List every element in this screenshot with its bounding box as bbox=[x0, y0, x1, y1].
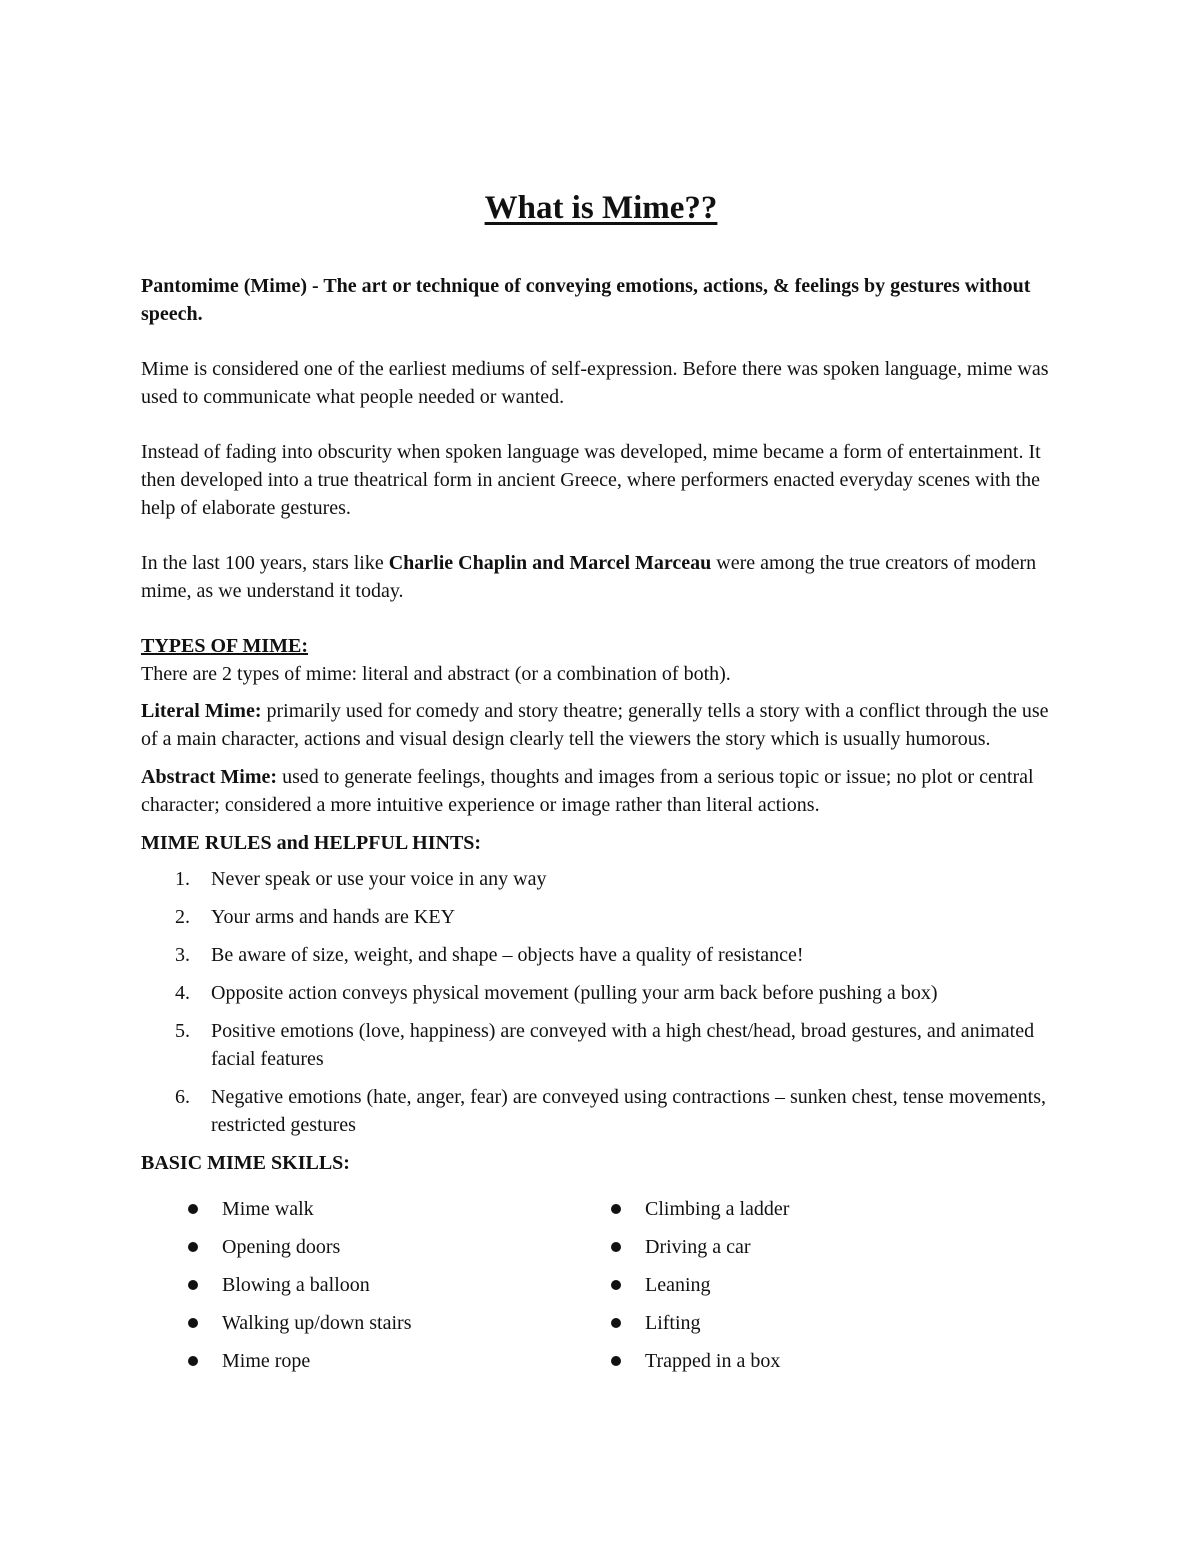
types-intro: There are 2 types of mime: literal and abstract (or a combination of both). bbox=[141, 663, 731, 685]
stars-text-before: In the last 100 years, stars like bbox=[141, 552, 389, 574]
bullet-icon bbox=[188, 1242, 198, 1252]
list-item bbox=[141, 903, 1061, 931]
list-item bbox=[141, 1083, 1061, 1139]
rule-number: 1. bbox=[175, 868, 190, 890]
rules-list bbox=[141, 865, 1061, 1139]
rule-number: 3. bbox=[175, 944, 190, 966]
rule-text: Your arms and hands are KEY bbox=[211, 906, 456, 928]
skill-label: Lifting bbox=[645, 1312, 701, 1334]
rule-number: 6. bbox=[175, 1086, 190, 1108]
list-item bbox=[611, 1347, 789, 1375]
list-item bbox=[141, 941, 1061, 969]
rule-text: Negative emotions (hate, anger, fear) are conveyed using contractions – sunken chest, tense movements, restricted gestures bbox=[211, 1086, 1047, 1136]
skill-label: Blowing a balloon bbox=[222, 1274, 370, 1296]
skills-columns bbox=[141, 1195, 1061, 1385]
paragraph-stars bbox=[141, 549, 1061, 605]
bullet-icon bbox=[188, 1318, 198, 1328]
skills-list-left bbox=[141, 1195, 611, 1385]
rule-text: Positive emotions (love, happiness) are conveyed with a high chest/head, broad gestures, and animated facial features bbox=[211, 1020, 1035, 1070]
page-title: What is Mime?? bbox=[484, 190, 718, 226]
list-item bbox=[611, 1195, 789, 1223]
abstract-mime-label: Abstract Mime: bbox=[141, 766, 278, 788]
stars-names: Charlie Chaplin and Marcel Marceau bbox=[388, 552, 712, 574]
list-item bbox=[141, 865, 1061, 893]
rule-number: 4. bbox=[175, 982, 190, 1004]
bullet-icon bbox=[188, 1280, 198, 1290]
rule-text: Be aware of size, weight, and shape – objects have a quality of resistance! bbox=[211, 944, 804, 966]
skill-label: Trapped in a box bbox=[645, 1350, 781, 1372]
bullet-icon bbox=[611, 1356, 621, 1366]
skills-heading: BASIC MIME SKILLS: bbox=[141, 1152, 350, 1174]
bullet-icon bbox=[611, 1280, 621, 1290]
list-item bbox=[611, 1233, 789, 1261]
rule-number: 5. bbox=[175, 1020, 190, 1042]
list-item bbox=[188, 1233, 611, 1261]
list-item bbox=[188, 1271, 611, 1299]
paragraph-history: Instead of fading into obscurity when spoken language was developed, mime became a form of entertainment. It then developed into a true theatrical form in ancient Greece, where performers enacted everyday scenes with the help of elaborate gestures. bbox=[141, 441, 1041, 519]
list-item bbox=[141, 979, 1061, 1007]
paragraph-origins: Mime is considered one of the earliest mediums of self-expression. Before there was spoken language, mime was used to communicate what people needed or wanted. bbox=[141, 358, 1049, 408]
skill-label: Opening doors bbox=[222, 1236, 341, 1258]
skill-label: Walking up/down stairs bbox=[222, 1312, 412, 1334]
types-heading: TYPES OF MIME: bbox=[141, 635, 309, 657]
skill-label: Mime walk bbox=[222, 1198, 314, 1220]
bullet-icon bbox=[611, 1318, 621, 1328]
list-item bbox=[188, 1347, 611, 1375]
bullet-icon bbox=[188, 1204, 198, 1214]
skill-label: Leaning bbox=[645, 1274, 711, 1296]
list-item bbox=[141, 1017, 1061, 1073]
document-body bbox=[141, 188, 1061, 1385]
skill-label: Mime rope bbox=[222, 1350, 311, 1372]
list-item bbox=[611, 1309, 789, 1337]
bullet-icon bbox=[611, 1242, 621, 1252]
literal-mime-definition bbox=[141, 697, 1061, 753]
rule-text: Opposite action conveys physical movement (pulling your arm back before pushing a box) bbox=[211, 982, 938, 1004]
skills-list-right bbox=[611, 1195, 789, 1385]
rule-number: 2. bbox=[175, 906, 190, 928]
bullet-icon bbox=[188, 1356, 198, 1366]
list-item bbox=[611, 1271, 789, 1299]
list-item bbox=[188, 1309, 611, 1337]
literal-mime-label: Literal Mime: bbox=[141, 700, 262, 722]
abstract-mime-definition bbox=[141, 763, 1061, 819]
list-item bbox=[188, 1195, 611, 1223]
skill-label: Climbing a ladder bbox=[645, 1198, 790, 1220]
stars-text-after: were among the true creators of modern mime, as we understand it today. bbox=[141, 552, 1037, 602]
bullet-icon bbox=[611, 1204, 621, 1214]
literal-mime-text: primarily used for comedy and story theatre; generally tells a story with a conflict through the use of a main character, actions and visual design clearly tell the viewers the story which is usually humorous. bbox=[141, 700, 1049, 750]
definition-paragraph: Pantomime (Mime) - The art or technique of conveying emotions, actions, & feelings by gestures without speech. bbox=[141, 275, 1031, 325]
skill-label: Driving a car bbox=[645, 1236, 751, 1258]
rule-text: Never speak or use your voice in any way bbox=[211, 868, 547, 890]
abstract-mime-text: used to generate feelings, thoughts and images from a serious topic or issue; no plot or central character; considered a more intuitive experience or image rather than literal actions. bbox=[141, 766, 1034, 816]
rules-heading: MIME RULES and HELPFUL HINTS: bbox=[141, 832, 482, 854]
